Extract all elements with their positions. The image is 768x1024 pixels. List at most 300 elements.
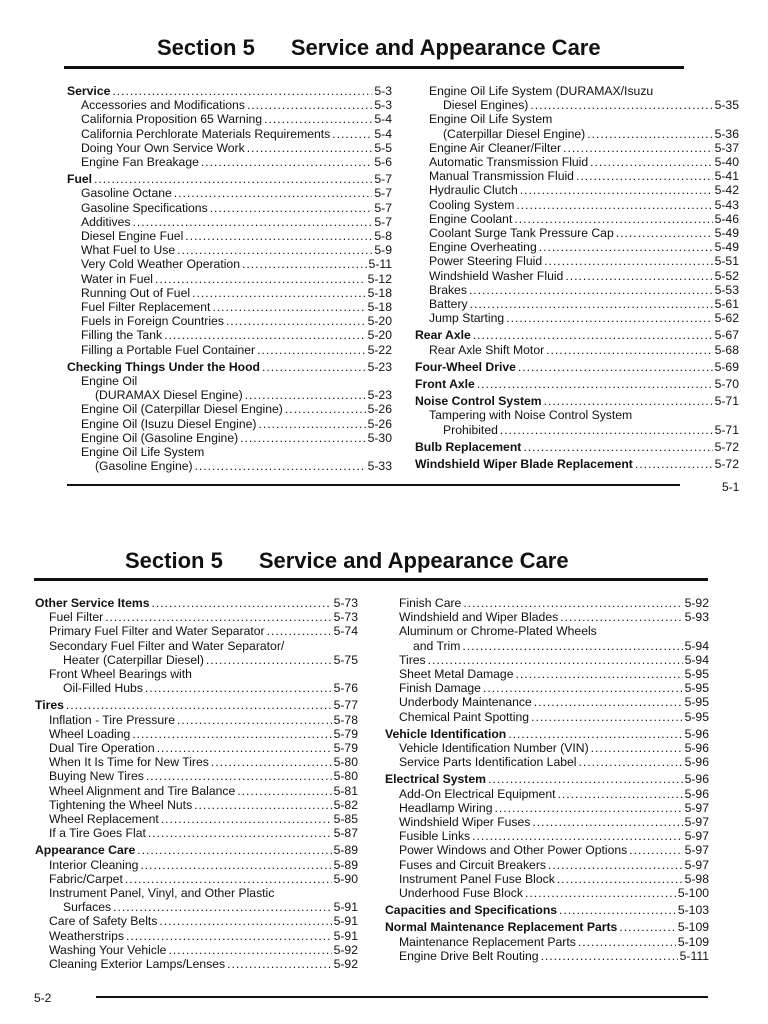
toc-entry-title: Diesel Engines) (443, 98, 529, 113)
toc-entry[interactable] (35, 755, 358, 769)
toc-entry-title: Engine Oil Life System (DURAMAX/Isuzu (429, 84, 654, 98)
toc-entry[interactable] (35, 900, 358, 914)
toc-entry[interactable] (67, 417, 392, 431)
toc-section-entry[interactable] (35, 698, 358, 712)
dot-leader (226, 314, 366, 328)
dot-leader (516, 198, 712, 212)
toc-entry-title: Wheel Alignment and Tire Balance (49, 783, 236, 798)
section-number: Section 5 (125, 548, 223, 573)
toc-entry-page: 5-70 (714, 377, 739, 392)
toc-entry-page: 5-7 (374, 200, 392, 215)
toc-entry[interactable] (35, 957, 358, 971)
dot-leader (563, 141, 713, 155)
toc-entry[interactable] (67, 112, 392, 126)
toc-entry[interactable] (385, 801, 709, 815)
toc-entry[interactable] (415, 283, 739, 297)
dot-leader (94, 172, 372, 186)
toc-entry[interactable] (415, 98, 739, 112)
toc-entry[interactable] (415, 297, 739, 311)
toc-entry-title: Chemical Paint Spotting (399, 709, 530, 724)
toc-entry-title: Prohibited (443, 422, 498, 437)
dot-leader (548, 858, 683, 872)
toc-entry-title: Filling a Portable Fuel Container (81, 342, 256, 357)
dot-leader (472, 829, 682, 843)
toc-entry-page: 5-98 (684, 871, 709, 886)
toc-entry[interactable] (35, 826, 358, 840)
toc-entry[interactable] (67, 243, 392, 257)
toc-entry-title: Engine Oil Life System (429, 112, 553, 127)
toc-section-entry[interactable] (35, 843, 358, 857)
dot-leader (619, 920, 676, 934)
toc-entry-page: 5-91 (333, 914, 358, 929)
dot-leader (210, 201, 373, 215)
toc-entry-title: Engine Oil (Isuzu Diesel Engine) (81, 416, 257, 431)
toc-entry-page: 5-41 (714, 169, 739, 184)
dot-leader (539, 240, 713, 254)
toc-entry[interactable] (67, 127, 392, 141)
toc-entry-title: Normal Maintenance Replacement Parts (385, 920, 618, 935)
toc-entry-page: 5-97 (684, 829, 709, 844)
toc-entry-title: Oil-Filled Hubs (63, 681, 143, 696)
toc-entry-title: Filling the Tank (81, 328, 163, 343)
toc-section-entry[interactable] (385, 903, 709, 917)
dot-leader (151, 596, 331, 610)
toc-entry[interactable] (67, 229, 392, 243)
toc-entry[interactable] (35, 727, 358, 741)
toc-entry-title: Engine Oil (Caterpillar Diesel Engine) (81, 402, 283, 417)
toc-entry-page: 5-7 (374, 214, 392, 229)
dot-leader (174, 186, 373, 200)
toc-entry[interactable] (35, 639, 358, 653)
toc-entry-title: Engine Coolant (429, 211, 513, 226)
toc-entry-title: Jump Starting (429, 311, 505, 326)
toc-entry-title: Maintenance Replacement Parts (399, 934, 576, 949)
toc-right-column (385, 596, 709, 963)
dot-leader (237, 784, 331, 798)
toc-entry-title: Care of Safety Belts (49, 914, 158, 929)
toc-entry-page: 5-20 (367, 314, 392, 329)
toc-entry[interactable] (415, 155, 739, 169)
toc-entry-page: 5-76 (333, 681, 358, 696)
toc-entry-page: 5-109 (677, 920, 709, 935)
dot-leader (541, 949, 678, 963)
toc-entry-page: 5-68 (714, 342, 739, 357)
toc-entry[interactable] (67, 272, 392, 286)
toc-entry[interactable] (67, 201, 392, 215)
toc-entry[interactable] (35, 886, 358, 900)
dot-leader (559, 903, 676, 917)
toc-entry-title: Heater (Caterpillar Diesel) (63, 652, 204, 667)
toc-entry-page: 5-7 (374, 186, 392, 201)
toc-entry[interactable] (35, 681, 358, 695)
toc-entry[interactable] (35, 610, 358, 624)
toc-entry-title: What Fuel to Use (81, 243, 176, 258)
dot-leader (257, 343, 365, 357)
toc-entry[interactable] (385, 872, 709, 886)
toc-entry-title: Rear Axle (415, 328, 471, 343)
page-number: 5-2 (34, 991, 52, 1005)
toc-section-entry[interactable] (415, 377, 739, 391)
toc-entry[interactable] (67, 343, 392, 357)
toc-entry[interactable] (35, 741, 358, 755)
section-number: Section 5 (157, 35, 255, 60)
toc-entry-title: Four-Wheel Drive (415, 359, 516, 374)
dot-leader (240, 431, 365, 445)
dot-leader (565, 269, 712, 283)
toc-entry-page: 5-5 (374, 140, 392, 155)
dot-leader (525, 886, 676, 900)
toc-entry[interactable] (35, 929, 358, 943)
toc-entry-title: Cooling System (429, 197, 515, 212)
dot-leader (245, 388, 366, 402)
toc-entry-page: 5-92 (333, 942, 358, 957)
toc-left-column (35, 596, 358, 971)
toc-entry-title: Engine Fan Breakage (81, 155, 199, 170)
toc-entry-title: Fuel Filter (49, 610, 104, 625)
toc-entry-title: Checking Things Under the Hood (67, 359, 260, 374)
toc-entry-page: 5-37 (714, 140, 739, 155)
toc-entry-page: 5-6 (374, 155, 392, 170)
toc-entry-title: Washing Your Vehicle (49, 942, 167, 957)
toc-entry-title: Instrument Panel, Vinyl, and Other Plastic (49, 886, 275, 901)
toc-entry-page: 5-36 (714, 126, 739, 141)
toc-entry[interactable] (385, 653, 709, 667)
dot-leader (635, 457, 713, 471)
toc-entry[interactable] (67, 186, 392, 200)
toc-entry-page: 5-43 (714, 197, 739, 212)
dot-leader (206, 653, 332, 667)
toc-entry-title: Capacities and Specifications (385, 903, 558, 918)
toc-section-entry[interactable] (415, 440, 739, 454)
dot-leader (576, 169, 713, 183)
toc-section-entry[interactable] (35, 596, 358, 610)
toc-entry-page: 5-81 (333, 783, 358, 798)
toc-entry-page: 5-94 (684, 638, 709, 653)
dot-leader (212, 300, 365, 314)
toc-entry-title: and Trim (413, 638, 461, 653)
dot-leader (500, 423, 713, 437)
toc-entry[interactable] (415, 408, 739, 422)
toc-entry[interactable] (385, 787, 709, 801)
toc-entry-title: Sheet Metal Damage (399, 667, 514, 682)
toc-entry[interactable] (67, 431, 392, 445)
toc-entry-title: Finish Care (399, 596, 462, 610)
heading-rule (34, 578, 708, 581)
dot-leader (105, 610, 331, 624)
toc-entry-page: 5-91 (333, 928, 358, 943)
toc-entry[interactable] (385, 741, 709, 755)
toc-entry-page: 5-82 (333, 797, 358, 812)
toc-entry-page: 5-26 (367, 402, 392, 417)
section-title: Service and Appearance Care (290, 35, 601, 60)
toc-entry[interactable] (67, 445, 392, 459)
toc-entry-page: 5-8 (374, 229, 392, 244)
toc-section-entry[interactable] (415, 394, 739, 408)
dot-leader (201, 155, 372, 169)
toc-entry[interactable] (385, 695, 709, 709)
toc-entry-page: 5-72 (714, 457, 739, 472)
dot-leader (211, 755, 332, 769)
toc-entry[interactable] (67, 328, 392, 342)
toc-entry-title: Weatherstrips (49, 928, 124, 943)
toc-entry[interactable] (385, 843, 709, 857)
toc-entry[interactable] (415, 127, 739, 141)
toc-entry-title: When It Is Time for New Tires (49, 755, 209, 770)
toc-entry[interactable] (415, 240, 739, 254)
toc-entry-title: Dual Tire Operation (49, 741, 155, 756)
toc-entry[interactable] (415, 169, 739, 183)
toc-entry[interactable] (385, 935, 709, 949)
toc-right-column (415, 84, 739, 471)
dot-leader (477, 377, 713, 391)
toc-entry-page: 5-33 (367, 459, 392, 474)
toc-entry[interactable] (415, 112, 739, 126)
toc-entry[interactable] (35, 713, 358, 727)
toc-entry-title: Water in Fuel (81, 271, 154, 286)
dot-leader (532, 815, 682, 829)
dot-leader (132, 727, 331, 741)
dot-leader (462, 639, 682, 653)
toc-entry-page: 5-20 (367, 328, 392, 343)
dot-leader (262, 360, 366, 374)
dot-leader (155, 272, 366, 286)
toc-entry[interactable] (385, 829, 709, 843)
toc-entry-title: Coolant Surge Tank Pressure Cap (429, 226, 614, 241)
toc-section-entry[interactable] (67, 360, 392, 374)
toc-entry[interactable] (385, 681, 709, 695)
toc-entry[interactable] (67, 388, 392, 402)
toc-entry-title: Fabric/Carpet (49, 871, 123, 886)
toc-entry[interactable] (35, 784, 358, 798)
toc-entry-page: 5-9 (374, 243, 392, 258)
toc-entry[interactable] (415, 343, 739, 357)
toc-entry[interactable] (35, 812, 358, 826)
dot-leader (591, 741, 683, 755)
footer-rule (96, 996, 708, 998)
dot-leader (137, 843, 331, 857)
toc-entry[interactable] (415, 141, 739, 155)
toc-entry-page: 5-42 (714, 183, 739, 198)
toc-entry[interactable] (67, 374, 392, 388)
dot-leader (514, 212, 712, 226)
toc-entry-title: Underbody Maintenance (399, 695, 532, 710)
toc-entry-title: Service (67, 84, 111, 98)
toc-entry[interactable] (385, 596, 709, 610)
toc-entry-title: If a Tire Goes Flat (49, 826, 146, 841)
toc-entry-title: Additives (81, 214, 131, 229)
toc-entry-title: Secondary Fuel Filter and Water Separator/ (49, 638, 285, 653)
dot-leader (177, 243, 372, 257)
toc-entry[interactable] (385, 624, 709, 638)
dot-leader (473, 328, 713, 342)
toc-entry[interactable] (67, 402, 392, 416)
toc-entry-title: Appearance Care (35, 843, 136, 858)
toc-entry[interactable] (415, 212, 739, 226)
toc-entry[interactable] (67, 155, 392, 169)
toc-entry[interactable] (385, 667, 709, 681)
toc-entry-title: Diesel Engine Fuel (81, 229, 184, 244)
toc-section-entry[interactable] (385, 727, 709, 741)
toc-entry-title: Engine Oil Life System (81, 445, 205, 460)
toc-entry-page: 5-4 (374, 126, 392, 141)
toc-entry[interactable] (35, 798, 358, 812)
toc-entry[interactable] (415, 226, 739, 240)
toc-entry-page: 5-89 (333, 857, 358, 872)
toc-entry-page: 5-51 (714, 254, 739, 269)
toc-entry[interactable] (67, 257, 392, 271)
toc-entry-page: 5-35 (714, 98, 739, 113)
toc-entry[interactable] (67, 300, 392, 314)
toc-section-entry[interactable] (385, 920, 709, 934)
toc-entry[interactable] (415, 183, 739, 197)
toc-entry[interactable] (67, 314, 392, 328)
toc-section-entry[interactable] (385, 772, 709, 786)
toc-entry-title: Power Steering Fluid (429, 254, 543, 269)
dot-leader (267, 624, 332, 638)
dot-leader (578, 935, 676, 949)
toc-entry-page: 5-46 (714, 211, 739, 226)
toc-entry[interactable] (415, 311, 739, 325)
toc-entry[interactable] (415, 269, 739, 283)
toc-entry[interactable] (67, 286, 392, 300)
toc-entry-page: 5-23 (367, 359, 392, 374)
toc-entry[interactable] (385, 755, 709, 769)
dot-leader (428, 653, 683, 667)
toc-entry[interactable] (35, 858, 358, 872)
toc-entry[interactable] (67, 459, 392, 473)
dot-leader (590, 155, 712, 169)
toc-entry-title: Battery (429, 297, 468, 312)
toc-entry-title: Windshield Wiper Blade Replacement (415, 457, 633, 472)
toc-entry-page: 5-18 (367, 300, 392, 315)
toc-entry-page: 5-49 (714, 226, 739, 241)
dot-leader (544, 254, 712, 268)
toc-entry[interactable] (35, 872, 358, 886)
toc-entry-page: 5-95 (684, 695, 709, 710)
dot-leader (192, 286, 366, 300)
toc-entry[interactable] (67, 215, 392, 229)
toc-entry-title: Noise Control System (415, 394, 542, 409)
toc-entry[interactable] (415, 254, 739, 268)
toc-entry-page: 5-103 (677, 903, 709, 918)
toc-entry-title: Finish Damage (399, 681, 481, 696)
toc-entry-title: Tires (399, 652, 426, 667)
toc-entry[interactable] (67, 141, 392, 155)
toc-entry[interactable] (385, 949, 709, 963)
toc-entry-page: 5-3 (374, 84, 392, 98)
toc-entry[interactable] (385, 610, 709, 624)
dot-leader (66, 698, 332, 712)
dot-leader (161, 812, 332, 826)
toc-entry-page: 5-18 (367, 285, 392, 300)
toc-entry-page: 5-97 (684, 843, 709, 858)
toc-entry[interactable] (35, 914, 358, 928)
toc-entry-page: 5-49 (714, 240, 739, 255)
toc-entry-title: Inflation - Tire Pressure (49, 712, 175, 727)
section-heading (125, 548, 569, 574)
toc-entry[interactable] (67, 98, 392, 112)
toc-entry-page: 5-73 (333, 610, 358, 625)
dot-leader (531, 710, 683, 724)
dot-leader (470, 297, 713, 311)
toc-entry-title: Wheel Loading (49, 726, 131, 741)
dot-leader (185, 229, 372, 243)
toc-entry-page: 5-3 (374, 98, 392, 113)
toc-entry-title: Front Axle (415, 377, 475, 392)
toc-section-entry[interactable] (67, 172, 392, 186)
dot-leader (157, 741, 332, 755)
toc-page-bottom (0, 512, 768, 1024)
toc-entry-title: Gasoline Specifications (81, 200, 208, 215)
toc-entry-title: Windshield and Wiper Blades (399, 610, 559, 625)
toc-entry[interactable] (35, 943, 358, 957)
toc-entry[interactable] (35, 769, 358, 783)
toc-entry-page: 5-96 (684, 741, 709, 756)
toc-entry-title: Fuel Filter Replacement (81, 300, 211, 315)
toc-entry-page: 5-95 (684, 709, 709, 724)
toc-entry-title: Add-On Electrical Equipment (399, 786, 556, 801)
toc-entry-title: Automatic Transmission Fluid (429, 155, 589, 170)
toc-entry-page: 5-97 (684, 857, 709, 872)
toc-entry-page: 5-23 (367, 388, 392, 403)
dot-leader (145, 681, 332, 695)
toc-entry-title: (Caterpillar Diesel Engine) (443, 126, 586, 141)
dot-leader (242, 257, 367, 271)
toc-entry-page: 5-62 (714, 311, 739, 326)
toc-section-entry[interactable] (415, 328, 739, 342)
toc-entry[interactable] (385, 886, 709, 900)
dot-leader (523, 440, 712, 454)
toc-entry-title: Manual Transmission Fluid (429, 169, 574, 184)
dot-leader (560, 610, 682, 624)
dot-leader (112, 84, 372, 98)
toc-entry-page: 5-94 (684, 652, 709, 667)
toc-entry[interactable] (385, 639, 709, 653)
toc-entry-page: 5-12 (367, 271, 392, 286)
toc-entry[interactable] (385, 815, 709, 829)
toc-entry-page: 5-71 (714, 394, 739, 409)
toc-entry[interactable] (415, 84, 739, 98)
toc-entry-page: 5-96 (684, 726, 709, 741)
toc-entry-title: Engine Overheating (429, 240, 537, 255)
toc-entry[interactable] (385, 858, 709, 872)
toc-entry[interactable] (385, 710, 709, 724)
toc-entry-title: Windshield Wiper Fuses (399, 815, 531, 830)
toc-entry-page: 5-97 (684, 800, 709, 815)
toc-section-entry[interactable] (67, 84, 392, 98)
toc-entry-title: Engine Air Cleaner/Filter (429, 140, 562, 155)
toc-entry[interactable] (415, 423, 739, 437)
toc-entry[interactable] (415, 198, 739, 212)
toc-entry-page: 5-4 (374, 112, 392, 127)
heading-rule (64, 66, 684, 69)
dot-leader (132, 215, 372, 229)
dot-leader (520, 183, 713, 197)
toc-entry-title: Gasoline Octane (81, 186, 172, 201)
dot-leader (518, 360, 713, 374)
toc-entry-title: Hydraulic Clutch (429, 183, 518, 198)
toc-entry[interactable] (35, 667, 358, 681)
toc-entry[interactable] (35, 624, 358, 638)
toc-entry-page: 5-11 (368, 257, 392, 272)
toc-entry[interactable] (35, 653, 358, 667)
toc-section-entry[interactable] (415, 360, 739, 374)
toc-entry-page: 5-67 (714, 328, 739, 343)
toc-entry-title: Engine Oil (81, 374, 138, 389)
toc-entry-title: Service Parts Identification Label (399, 755, 577, 770)
dot-leader (140, 858, 331, 872)
toc-section-entry[interactable] (415, 457, 739, 471)
